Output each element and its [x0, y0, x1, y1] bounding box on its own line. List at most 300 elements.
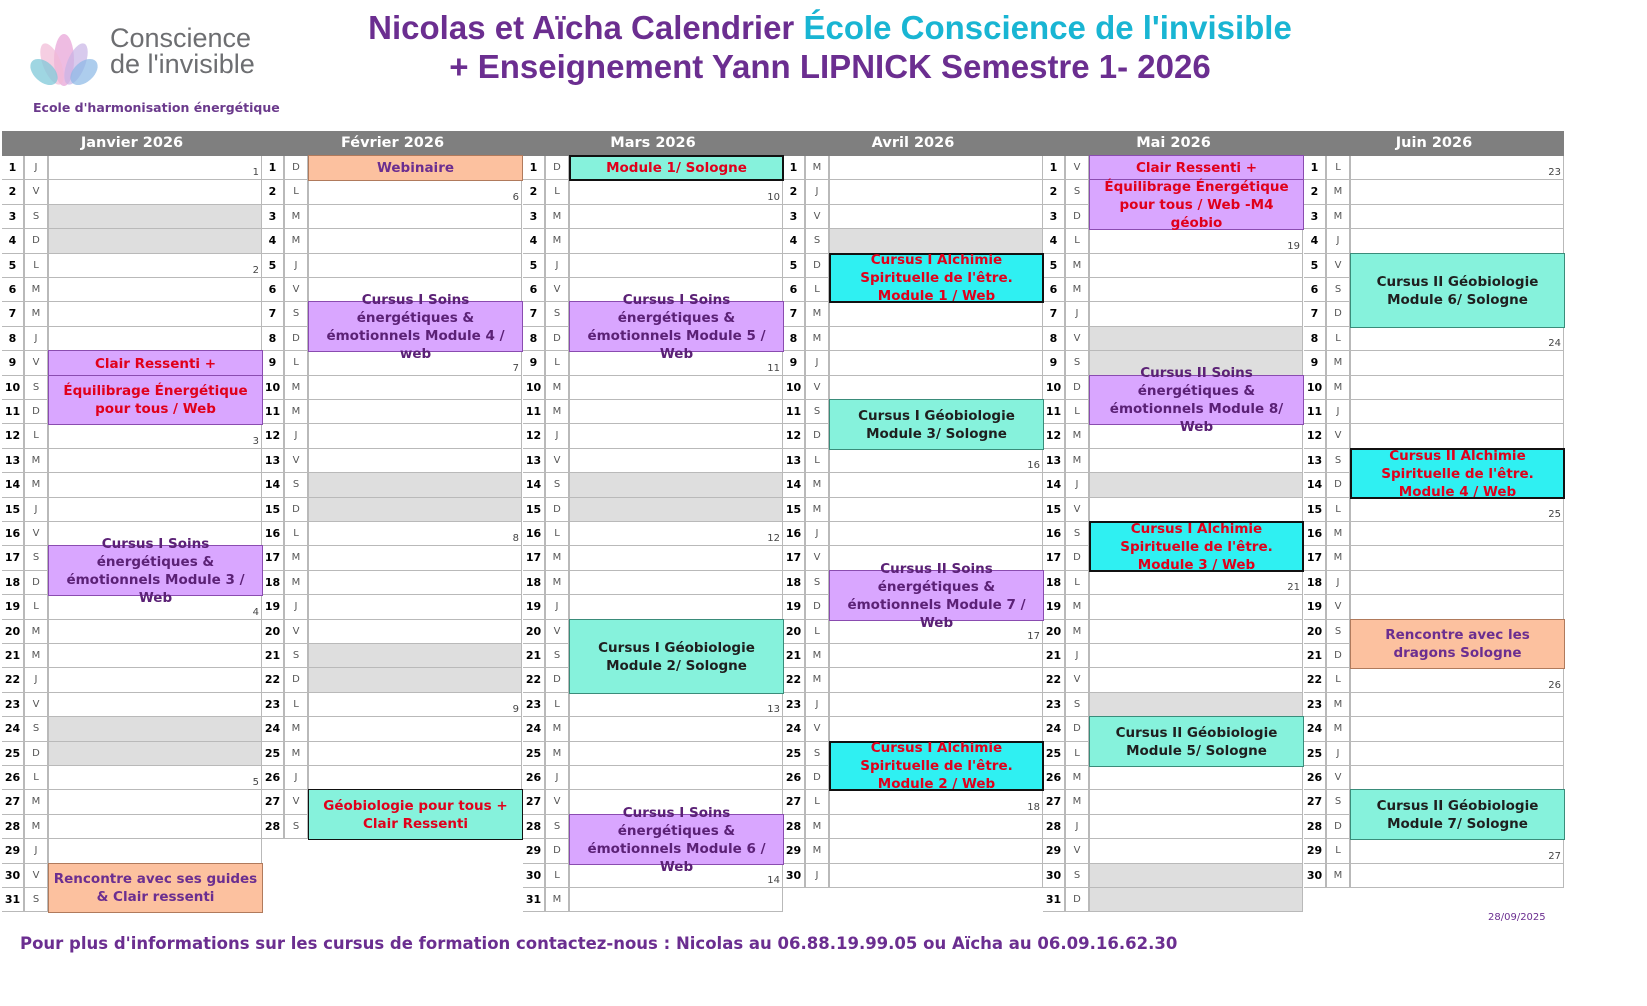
day-cell[interactable] [569, 595, 783, 620]
day-letter: V [805, 205, 829, 229]
day-cell[interactable] [829, 302, 1043, 327]
day-cell[interactable] [829, 449, 1043, 473]
day-cell[interactable] [829, 815, 1043, 839]
day-letter: S [1065, 864, 1089, 888]
day-cell[interactable] [829, 351, 1043, 376]
day-cell[interactable] [1350, 766, 1564, 790]
day-cell[interactable] [1089, 693, 1303, 717]
day-cell[interactable] [569, 229, 783, 254]
day-cell[interactable] [829, 522, 1043, 546]
day-cell[interactable] [1350, 595, 1564, 620]
day-cell[interactable] [1350, 571, 1564, 595]
calendar-event[interactable]: Webinaire [308, 155, 523, 181]
day-letter: S [1326, 620, 1350, 644]
day-letter: S [1065, 180, 1089, 205]
day-number: 21 [262, 644, 284, 668]
day-cell[interactable] [1089, 327, 1303, 351]
day-cell[interactable] [1089, 278, 1303, 302]
day-letter: V [24, 864, 48, 888]
day-cell[interactable] [569, 717, 783, 742]
day-cell[interactable] [1350, 546, 1564, 571]
day-cell[interactable] [829, 644, 1043, 668]
day-letter: M [805, 815, 829, 839]
day-cell[interactable] [569, 693, 783, 717]
day-number: 12 [783, 424, 805, 449]
day-letter: M [24, 473, 48, 498]
day-number: 25 [783, 742, 805, 766]
day-cell[interactable] [48, 254, 262, 278]
day-letter: V [1065, 327, 1089, 351]
day-cell[interactable] [1350, 327, 1564, 351]
day-letter: M [545, 546, 569, 571]
day-cell[interactable] [1350, 229, 1564, 254]
day-cell[interactable] [1089, 864, 1303, 888]
day-number: 3 [523, 205, 545, 229]
day-number: 18 [262, 571, 284, 595]
week-number: 16 [1027, 460, 1040, 471]
day-cell[interactable] [1350, 839, 1564, 864]
month-header: Janvier 2026 [2, 131, 262, 156]
day-number: 10 [262, 376, 284, 400]
day-cell[interactable] [829, 180, 1043, 205]
day-letter: V [1065, 668, 1089, 693]
day-letter: D [1326, 815, 1350, 839]
day-letter: L [284, 180, 308, 205]
day-number: 23 [783, 693, 805, 717]
day-number: 8 [2, 327, 24, 351]
day-cell[interactable] [308, 376, 522, 400]
day-number: 6 [1043, 278, 1065, 302]
day-number: 7 [523, 302, 545, 327]
calendar-event[interactable]: Rencontre avec les dragons Sologne [1350, 619, 1565, 669]
calendar-event[interactable]: Clair Ressenti + [1089, 155, 1304, 181]
day-cell[interactable] [569, 400, 783, 424]
day-letter: L [1065, 742, 1089, 766]
day-cell[interactable] [308, 400, 522, 424]
day-letter: L [545, 864, 569, 888]
day-cell[interactable] [829, 205, 1043, 229]
day-cell[interactable] [48, 327, 262, 351]
day-cell[interactable] [569, 376, 783, 400]
day-cell[interactable] [1089, 766, 1303, 790]
day-number: 27 [783, 790, 805, 815]
day-letter: M [1326, 693, 1350, 717]
day-cell[interactable] [308, 693, 522, 717]
day-cell[interactable] [1089, 815, 1303, 839]
day-cell[interactable] [308, 522, 522, 546]
day-number: 2 [523, 180, 545, 205]
day-number: 5 [523, 254, 545, 278]
day-letter: J [545, 424, 569, 449]
day-cell[interactable] [1350, 156, 1564, 180]
day-cell[interactable] [1350, 351, 1564, 376]
day-letter: L [24, 254, 48, 278]
day-number: 28 [262, 815, 284, 839]
day-number: 6 [783, 278, 805, 302]
day-cell[interactable] [569, 546, 783, 571]
day-letter: S [1065, 351, 1089, 376]
day-cell[interactable] [569, 742, 783, 766]
day-letter: S [24, 888, 48, 912]
day-letter: L [24, 595, 48, 620]
day-number: 29 [2, 839, 24, 864]
day-cell[interactable] [569, 571, 783, 595]
day-cell[interactable] [308, 473, 522, 498]
day-number: 18 [523, 571, 545, 595]
day-number: 25 [1043, 742, 1065, 766]
day-cell[interactable] [48, 302, 262, 327]
day-cell[interactable] [1089, 644, 1303, 668]
day-letter: M [805, 473, 829, 498]
day-cell[interactable] [569, 766, 783, 790]
day-letter: S [1065, 693, 1089, 717]
day-number: 19 [262, 595, 284, 620]
day-cell[interactable] [308, 571, 522, 595]
day-letter: J [805, 864, 829, 888]
day-number: 30 [1304, 864, 1326, 888]
day-letter: M [545, 376, 569, 400]
day-letter: D [24, 571, 48, 595]
day-number: 5 [1043, 254, 1065, 278]
day-number: 18 [1304, 571, 1326, 595]
day-number: 29 [1304, 839, 1326, 864]
day-letter: D [805, 766, 829, 790]
calendar-event[interactable]: Cursus II Géobiologie Module 5/ Sologne [1089, 716, 1304, 767]
day-letter: M [545, 205, 569, 229]
day-cell[interactable] [48, 620, 262, 644]
day-cell[interactable] [1350, 742, 1564, 766]
day-cell[interactable] [48, 498, 262, 522]
week-number: 24 [1548, 338, 1561, 349]
day-number: 2 [1304, 180, 1326, 205]
day-letter: S [24, 376, 48, 400]
day-cell[interactable] [308, 644, 522, 668]
day-number: 29 [523, 839, 545, 864]
day-cell[interactable] [308, 595, 522, 620]
day-number: 14 [1043, 473, 1065, 498]
day-cell[interactable] [308, 620, 522, 644]
day-number: 14 [2, 473, 24, 498]
day-letter: V [805, 546, 829, 571]
calendar-event[interactable]: Cursus I Soins énergétiques & émotionnels Module 4 / web [308, 301, 523, 352]
day-cell[interactable] [1089, 668, 1303, 693]
day-number: 23 [1043, 693, 1065, 717]
day-cell[interactable] [569, 205, 783, 229]
day-letter: D [545, 156, 569, 180]
day-letter: M [545, 888, 569, 912]
day-letter: L [1326, 668, 1350, 693]
day-letter: D [1065, 376, 1089, 400]
day-letter: J [1065, 815, 1089, 839]
day-letter: L [1065, 400, 1089, 424]
day-cell[interactable] [48, 839, 262, 864]
day-letter: M [545, 229, 569, 254]
day-cell[interactable] [1089, 571, 1303, 595]
day-letter: V [284, 620, 308, 644]
day-number: 14 [783, 473, 805, 498]
day-letter: M [1326, 546, 1350, 571]
day-cell[interactable] [829, 839, 1043, 864]
day-cell[interactable] [1350, 180, 1564, 205]
day-cell[interactable] [1350, 424, 1564, 449]
day-cell[interactable] [308, 766, 522, 790]
day-letter: M [1065, 449, 1089, 473]
day-letter: V [24, 351, 48, 376]
day-cell[interactable] [1350, 400, 1564, 424]
calendar-event[interactable]: Cursus I Géobiologie Module 3/ Sologne [829, 399, 1044, 450]
day-cell[interactable] [1089, 254, 1303, 278]
week-number: 12 [767, 533, 780, 544]
calendar-event[interactable]: Cursus I Soins énergétiques & émotionnels Module 5 / Web [569, 301, 784, 352]
day-letter: J [24, 668, 48, 693]
day-cell[interactable] [569, 473, 783, 498]
day-number: 7 [1304, 302, 1326, 327]
lotus-icon [24, 22, 104, 92]
day-letter: D [24, 400, 48, 424]
day-letter: V [24, 522, 48, 546]
day-cell[interactable] [48, 156, 262, 180]
day-cell[interactable] [1350, 668, 1564, 693]
day-cell[interactable] [48, 766, 262, 790]
day-number: 30 [2, 864, 24, 888]
day-cell[interactable] [1350, 864, 1564, 888]
day-number: 13 [262, 449, 284, 473]
week-number: 21 [1287, 582, 1300, 593]
day-number: 27 [1304, 790, 1326, 815]
day-cell[interactable] [48, 473, 262, 498]
day-letter: J [805, 351, 829, 376]
day-cell[interactable] [308, 205, 522, 229]
calendar-event[interactable]: énergétiques & émotionnels Module 8/ Web [1089, 375, 1304, 425]
day-cell[interactable] [829, 668, 1043, 693]
day-letter: J [284, 595, 308, 620]
day-letter: L [1326, 498, 1350, 522]
day-number: 8 [1304, 327, 1326, 351]
day-letter: M [1065, 766, 1089, 790]
day-letter: V [1326, 424, 1350, 449]
day-letter: D [1326, 302, 1350, 327]
day-letter: J [805, 522, 829, 546]
calendar-event[interactable]: Équilibrage Énergétique pour tous / Web -M4 géobio [1089, 179, 1304, 230]
day-letter: J [805, 693, 829, 717]
day-letter: S [805, 400, 829, 424]
day-number: 4 [523, 229, 545, 254]
day-number: 2 [2, 180, 24, 205]
day-cell[interactable] [569, 424, 783, 449]
day-cell[interactable] [1350, 717, 1564, 742]
calendar-event[interactable]: Clair Ressenti + [48, 350, 263, 377]
day-letter: S [1326, 449, 1350, 473]
day-number: 7 [783, 302, 805, 327]
day-letter: S [284, 644, 308, 668]
day-letter: M [24, 302, 48, 327]
day-cell[interactable] [569, 449, 783, 473]
day-letter: M [1065, 254, 1089, 278]
day-number: 3 [1304, 205, 1326, 229]
day-cell[interactable] [48, 205, 262, 229]
day-cell[interactable] [308, 449, 522, 473]
day-number: 3 [2, 205, 24, 229]
day-number: 13 [523, 449, 545, 473]
day-number: 5 [1304, 254, 1326, 278]
day-cell[interactable] [48, 278, 262, 302]
day-letter: V [284, 278, 308, 302]
day-cell[interactable] [1089, 790, 1303, 815]
day-number: 10 [783, 376, 805, 400]
day-number: 10 [2, 376, 24, 400]
day-cell[interactable] [829, 473, 1043, 498]
day-cell[interactable] [1350, 693, 1564, 717]
day-number: 21 [2, 644, 24, 668]
day-letter: J [1326, 229, 1350, 254]
day-cell[interactable] [829, 498, 1043, 522]
calendar-event[interactable]: Cursus I Alchimie Spirituelle de l'être. Module 3 / Web [1089, 521, 1304, 572]
day-number: 25 [1304, 742, 1326, 766]
day-cell[interactable] [308, 424, 522, 449]
day-cell[interactable] [48, 180, 262, 205]
school-logo [20, 18, 280, 118]
day-number: 8 [523, 327, 545, 351]
calendar-event[interactable]: Cursus I Soins énergétiques & émotionnels Module 6 / Web [569, 814, 784, 865]
day-number: 11 [262, 400, 284, 424]
day-letter: M [284, 229, 308, 254]
day-cell[interactable] [829, 327, 1043, 351]
calendar-event[interactable]: Cursus I Alchimie Spirituelle de l'être. Module 1 / Web [829, 253, 1044, 303]
day-number: 13 [2, 449, 24, 473]
day-cell[interactable] [48, 693, 262, 717]
day-number: 16 [523, 522, 545, 546]
day-letter: J [284, 424, 308, 449]
day-cell[interactable] [48, 644, 262, 668]
day-number: 11 [1043, 400, 1065, 424]
day-cell[interactable] [829, 693, 1043, 717]
day-letter: L [284, 522, 308, 546]
day-cell[interactable] [48, 424, 262, 449]
day-number: 28 [783, 815, 805, 839]
day-cell[interactable] [569, 498, 783, 522]
day-number: 18 [2, 571, 24, 595]
day-cell[interactable] [308, 254, 522, 278]
calendar-event[interactable]: Cursus I Soins énergétiques & émotionnels Module 3 / Web [48, 545, 263, 596]
day-cell[interactable] [1089, 302, 1303, 327]
day-cell[interactable] [1350, 522, 1564, 546]
day-number: 27 [2, 790, 24, 815]
day-cell[interactable] [1089, 620, 1303, 644]
day-cell[interactable] [308, 668, 522, 693]
day-cell[interactable] [569, 522, 783, 546]
day-cell[interactable] [48, 815, 262, 839]
day-number: 9 [523, 351, 545, 376]
day-number: 22 [783, 668, 805, 693]
day-cell[interactable] [48, 229, 262, 254]
calendar-event[interactable]: Rencontre avec ses guides & Clair ressenti [48, 863, 263, 913]
day-cell[interactable] [829, 864, 1043, 888]
day-cell[interactable] [1089, 498, 1303, 522]
day-letter: S [805, 742, 829, 766]
day-cell[interactable] [48, 449, 262, 473]
day-letter: J [545, 254, 569, 278]
day-cell[interactable] [308, 742, 522, 766]
day-cell[interactable] [1350, 498, 1564, 522]
day-letter: S [1326, 790, 1350, 815]
day-cell[interactable] [1089, 595, 1303, 620]
day-number: 16 [2, 522, 24, 546]
day-number: 6 [2, 278, 24, 302]
day-cell[interactable] [829, 156, 1043, 180]
day-letter: S [805, 571, 829, 595]
day-number: 12 [262, 424, 284, 449]
day-number: 15 [2, 498, 24, 522]
day-number: 14 [1304, 473, 1326, 498]
day-cell[interactable] [569, 888, 783, 912]
day-cell[interactable] [308, 180, 522, 205]
day-number: 21 [1043, 644, 1065, 668]
day-cell[interactable] [308, 498, 522, 522]
contact-footer: Pour plus d'informations sur les cursus de formation contactez-nous : Nicolas au 06.88.19.99.05 ou Aïcha au 06.09.16.62.30 [20, 934, 1178, 953]
day-number: 9 [2, 351, 24, 376]
calendar-event[interactable]: Cursus II Soins énergétiques & émotionnels Module 7 / Web [829, 570, 1044, 621]
day-cell[interactable] [48, 668, 262, 693]
day-cell[interactable] [1089, 449, 1303, 473]
day-cell[interactable] [569, 254, 783, 278]
day-letter: D [24, 742, 48, 766]
day-cell[interactable] [308, 717, 522, 742]
day-cell[interactable] [1089, 473, 1303, 498]
day-number: 2 [1043, 180, 1065, 205]
calendar-event[interactable]: Cursus II Alchimie Spirituelle de l'être. Module 4 / Web [1350, 448, 1565, 499]
day-letter: L [284, 693, 308, 717]
day-number: 12 [1304, 424, 1326, 449]
calendar-event[interactable]: Géobiologie pour tous + Clair Ressenti [308, 789, 523, 840]
day-cell[interactable] [569, 180, 783, 205]
day-cell[interactable] [308, 546, 522, 571]
day-letter: S [284, 473, 308, 498]
calendar-event[interactable]: Cursus II Géobiologie Module 6/ Sologne [1350, 253, 1565, 328]
day-number: 14 [262, 473, 284, 498]
day-cell[interactable] [308, 229, 522, 254]
day-number: 27 [1043, 790, 1065, 815]
calendar-event[interactable]: Équilibrage Énergétique pour tous / Web [48, 375, 263, 425]
day-letter: J [1326, 742, 1350, 766]
day-letter: D [1326, 473, 1350, 498]
day-cell[interactable] [1350, 376, 1564, 400]
day-number: 29 [783, 839, 805, 864]
day-letter: J [545, 766, 569, 790]
week-number: 3 [252, 436, 259, 447]
day-cell[interactable] [1089, 839, 1303, 864]
day-cell[interactable] [829, 376, 1043, 400]
day-letter: M [284, 400, 308, 424]
calendar-event[interactable]: Module 1/ Sologne [569, 155, 784, 181]
calendar-event[interactable]: Cursus I Alchimie Spirituelle de l'être. Module 2 / Web [829, 741, 1044, 791]
calendar-event[interactable]: Cursus II Géobiologie Module 7/ Sologne [1350, 789, 1565, 840]
week-number: 19 [1287, 241, 1300, 252]
day-cell[interactable] [829, 790, 1043, 815]
day-cell[interactable] [48, 742, 262, 766]
day-number: 28 [1304, 815, 1326, 839]
day-cell[interactable] [48, 717, 262, 742]
day-number: 1 [1043, 156, 1065, 180]
day-cell[interactable] [48, 790, 262, 815]
day-letter: D [1065, 546, 1089, 571]
day-letter: M [1065, 620, 1089, 644]
day-cell[interactable] [1089, 229, 1303, 254]
day-cell[interactable] [1350, 205, 1564, 229]
calendar-event[interactable]: Cursus I Géobiologie Module 2/ Sologne [569, 619, 784, 694]
day-letter: L [805, 449, 829, 473]
day-cell[interactable] [1089, 888, 1303, 912]
day-number: 18 [1043, 571, 1065, 595]
